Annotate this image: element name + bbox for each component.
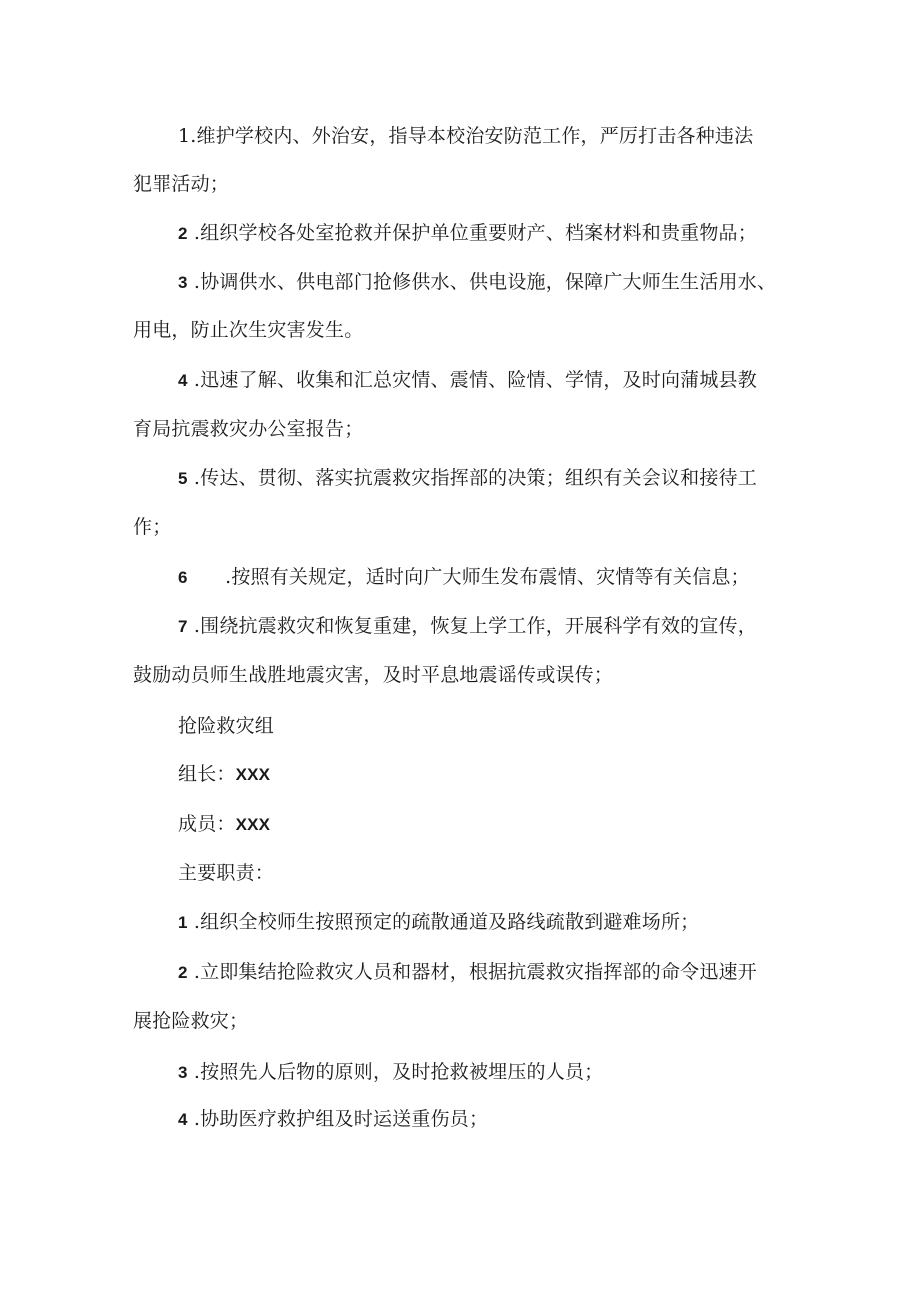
group-duty-4-line-1 (178, 1107, 488, 1132)
group-duty-2-text: .立即集结抢险救灾人员和器材，根据抗震救灾指挥部的命令迅速开 (193, 961, 757, 983)
group-duty-1-number: 1 (178, 913, 188, 932)
members-value: XXX (235, 815, 271, 834)
group-duty-3-line-1 (178, 1060, 603, 1085)
duty-5-text: .传达、贯彻、落实抗震救灾指挥部的决策；组织有关会议和接待工 (193, 467, 757, 489)
duty-4-number: 4 (178, 371, 188, 390)
duty-5-line-2: 作； (133, 516, 172, 538)
group-leader (178, 762, 270, 787)
duty-1-number: 1. (178, 125, 197, 147)
duty-6-line-1 (178, 565, 750, 590)
duty-3-text: .协调供水、供电部门抢修供水、供电设施，保障广大师生生活用水、 (193, 271, 777, 293)
duty-6-text: .按照有关规定，适时向广大师生发布震情、灾情等有关信息； (225, 566, 750, 588)
group-name: 抢险救灾组 (178, 715, 275, 737)
group-members (178, 812, 270, 837)
group-duty-3-text: .按照先人后物的原则，及时抢救被埋压的人员； (193, 1061, 604, 1083)
duty-2-text: .组织学校各处室抢救并保护单位重要财产、档案材料和贵重物品； (193, 222, 757, 244)
duty-3-line-1 (178, 270, 776, 295)
duty-2-line-1 (178, 221, 757, 246)
duty-3-number: 3 (178, 273, 188, 292)
group-duty-3-number: 3 (178, 1063, 188, 1082)
duties-heading: 主要职责： (178, 862, 275, 884)
group-duty-2-number: 2 (178, 963, 188, 982)
leader-label: 组长： (178, 763, 236, 785)
duty-1-line-2: 犯罪活动； (133, 173, 230, 195)
duty-7-line-2: 鼓励动员师生战胜地震灾害，及时平息地震谣传或误传； (133, 664, 614, 686)
group-duty-2-line-1 (178, 960, 757, 985)
duty-4-line-2: 育局抗震救灾办公室报告； (133, 418, 364, 440)
duty-6-number: 6 (178, 568, 188, 587)
duty-5-number: 5 (178, 469, 188, 488)
duty-7-number: 7 (178, 617, 188, 636)
group-duty-1-text: .组织全校师生按照预定的疏散通道及路线疏散到避难场所； (193, 911, 700, 933)
duty-4-line-1 (178, 368, 757, 393)
duty-1-text: 维护学校内、外治安，指导本校治安防范工作，严厉打击各种违法 (196, 125, 754, 147)
group-duty-4-number: 4 (178, 1110, 188, 1129)
group-duty-2-line-2: 展抢险救灾； (133, 1010, 249, 1032)
duty-1-line-1 (178, 124, 753, 148)
group-duty-4-text: .协助医疗救护组及时运送重伤员； (193, 1108, 489, 1130)
duty-5-line-1 (178, 466, 757, 491)
duty-7-line-1 (178, 614, 757, 639)
group-duty-1-line-1 (178, 910, 699, 935)
leader-value: XXX (235, 765, 271, 784)
duty-4-text: .迅速了解、收集和汇总灾情、震情、险情、学情，及时向蒲城县教 (193, 369, 757, 391)
duty-2-number: 2 (178, 224, 188, 243)
duty-3-line-2: 用电，防止次生灾害发生。 (133, 319, 364, 341)
duty-7-text: .围绕抗震救灾和恢复重建，恢复上学工作，开展科学有效的宣传， (193, 615, 757, 637)
members-label: 成员： (178, 813, 236, 835)
